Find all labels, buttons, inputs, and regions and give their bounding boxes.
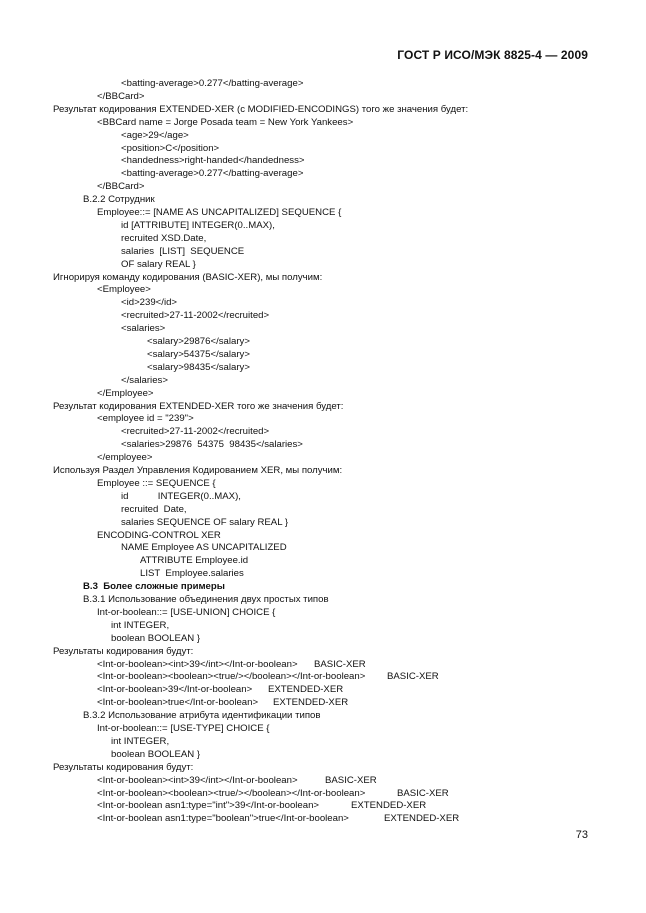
text-line: <salary>54375</salary> bbox=[147, 348, 250, 360]
text-line: Результаты кодирования будут: bbox=[53, 645, 194, 657]
text-line: </Employee> bbox=[97, 387, 154, 399]
text-line: Int-or-boolean::= [USE-TYPE] CHOICE { bbox=[97, 723, 270, 734]
encoding-label: EXTENDED-XER bbox=[351, 800, 427, 812]
text-line: B.3 Более сложные примеры bbox=[83, 581, 225, 593]
text-line: Employee::= [NAME AS UNCAPITALIZED] SEQUENCE { bbox=[97, 207, 342, 218]
text-line: B.3.1 Использование объединения двух простых типов bbox=[83, 594, 329, 605]
text-line: id [ATTRIBUTE] INTEGER(0..MAX), bbox=[121, 219, 275, 231]
text-line: <recruited>27-11-2002</recruited> bbox=[121, 426, 270, 438]
text-line: id INTEGER(0..MAX), bbox=[121, 490, 241, 502]
text-line: <salary>98435</salary> bbox=[147, 361, 250, 373]
text-line: NAME Employee AS UNCAPITALIZED bbox=[121, 542, 287, 554]
text-line: <handedness>right-handed</handedness> bbox=[121, 155, 305, 167]
text-line: <Int-or-boolean asn1:type="int">39</Int-or-boolean> bbox=[97, 800, 320, 812]
text-line: <age>29</age> bbox=[121, 129, 189, 141]
text-line: Используя Раздел Управления Кодированием XER, мы получим: bbox=[53, 465, 343, 476]
page-number: 73 bbox=[575, 829, 588, 841]
text-line: <Int-or-boolean>true</Int-or-boolean> bbox=[97, 697, 259, 709]
text-line: <Int-or-boolean><boolean><true/></boolean></Int-or-boolean> bbox=[97, 671, 366, 683]
text-line: <Int-or-boolean><int>39</int></Int-or-boolean> bbox=[97, 658, 298, 670]
text-line: <BBCard name = Jorge Posada team = New York Yankees> bbox=[97, 116, 354, 128]
text-line: <salaries>29876 54375 98435</salaries> bbox=[121, 439, 303, 451]
encoding-label: BASIC-XER bbox=[387, 671, 439, 683]
text-line: Результат кодирования EXTENDED-XER (с MODIFIED-ENCODINGS) того же значения будет: bbox=[53, 103, 469, 115]
text-line: LIST Employee.salaries bbox=[140, 568, 244, 580]
text-line: Игнорируя команду кодирования (BASIC-XER), мы получим: bbox=[53, 271, 323, 283]
encoding-label: EXTENDED-XER bbox=[384, 813, 460, 825]
text-line: recruited XSD.Date, bbox=[121, 232, 207, 244]
encoding-label: EXTENDED-XER bbox=[268, 684, 344, 696]
text-line: </employee> bbox=[97, 452, 153, 464]
text-line: <batting-average>0.277</batting-average> bbox=[121, 168, 304, 180]
text-line: <batting-average>0.277</batting-average> bbox=[121, 78, 304, 89]
page-header: ГОСТ Р ИСО/МЭК 8825-4 — 2009 bbox=[397, 48, 588, 62]
text-line: </salaries> bbox=[121, 374, 168, 386]
text-line: </BBCard> bbox=[97, 181, 145, 193]
text-line: int INTEGER, bbox=[111, 619, 170, 631]
text-line: boolean BOOLEAN } bbox=[111, 632, 201, 644]
text-line: <salaries> bbox=[121, 323, 166, 335]
encoding-label: BASIC-XER bbox=[325, 774, 377, 786]
text-line: Результат кодирования EXTENDED-XER того же значения будет: bbox=[53, 400, 344, 412]
text-line: <salary>29876</salary> bbox=[147, 336, 250, 347]
text-line: OF salary REAL } bbox=[121, 258, 196, 270]
text-line: boolean BOOLEAN } bbox=[111, 748, 201, 760]
text-line: <position>C</position> bbox=[121, 142, 220, 154]
text-line: ENCODING-CONTROL XER bbox=[97, 529, 221, 541]
text-line: <recruited>27-11-2002</recruited> bbox=[121, 310, 270, 322]
text-line: <id>239</id> bbox=[121, 297, 178, 309]
encoding-label: EXTENDED-XER bbox=[273, 697, 349, 709]
text-line: salaries [LIST] SEQUENCE bbox=[121, 245, 245, 257]
text-line: int INTEGER, bbox=[111, 735, 170, 747]
text-line: Employee ::= SEQUENCE { bbox=[97, 477, 216, 489]
text-line: B.3.2 Использование атрибута идентификации типов bbox=[83, 710, 321, 722]
text-line: <Int-or-boolean><int>39</int></Int-or-boolean> bbox=[97, 774, 298, 786]
text-line: recruited Date, bbox=[121, 503, 187, 515]
text-line: </BBCard> bbox=[97, 90, 145, 102]
text-line: salaries SEQUENCE OF salary REAL } bbox=[121, 516, 289, 528]
text-line: <Int-or-boolean>39</Int-or-boolean> bbox=[97, 684, 253, 696]
text-line: <Employee> bbox=[97, 284, 151, 296]
text-line: ATTRIBUTE Employee.id bbox=[140, 555, 249, 567]
encoding-label: BASIC-XER bbox=[397, 787, 449, 799]
text-line: Результаты кодирования будут: bbox=[53, 761, 194, 773]
text-line: B.2.2 Сотрудник bbox=[83, 194, 155, 206]
text-line: Int-or-boolean::= [USE-UNION] CHOICE { bbox=[97, 606, 276, 618]
text-line: <Int-or-boolean asn1:type="boolean">true</Int-or-boolean> bbox=[97, 813, 349, 825]
text-line: <employee id = "239"> bbox=[97, 413, 194, 425]
encoding-label: BASIC-XER bbox=[314, 658, 366, 670]
text-line: <Int-or-boolean><boolean><true/></boolean></Int-or-boolean> bbox=[97, 787, 366, 799]
